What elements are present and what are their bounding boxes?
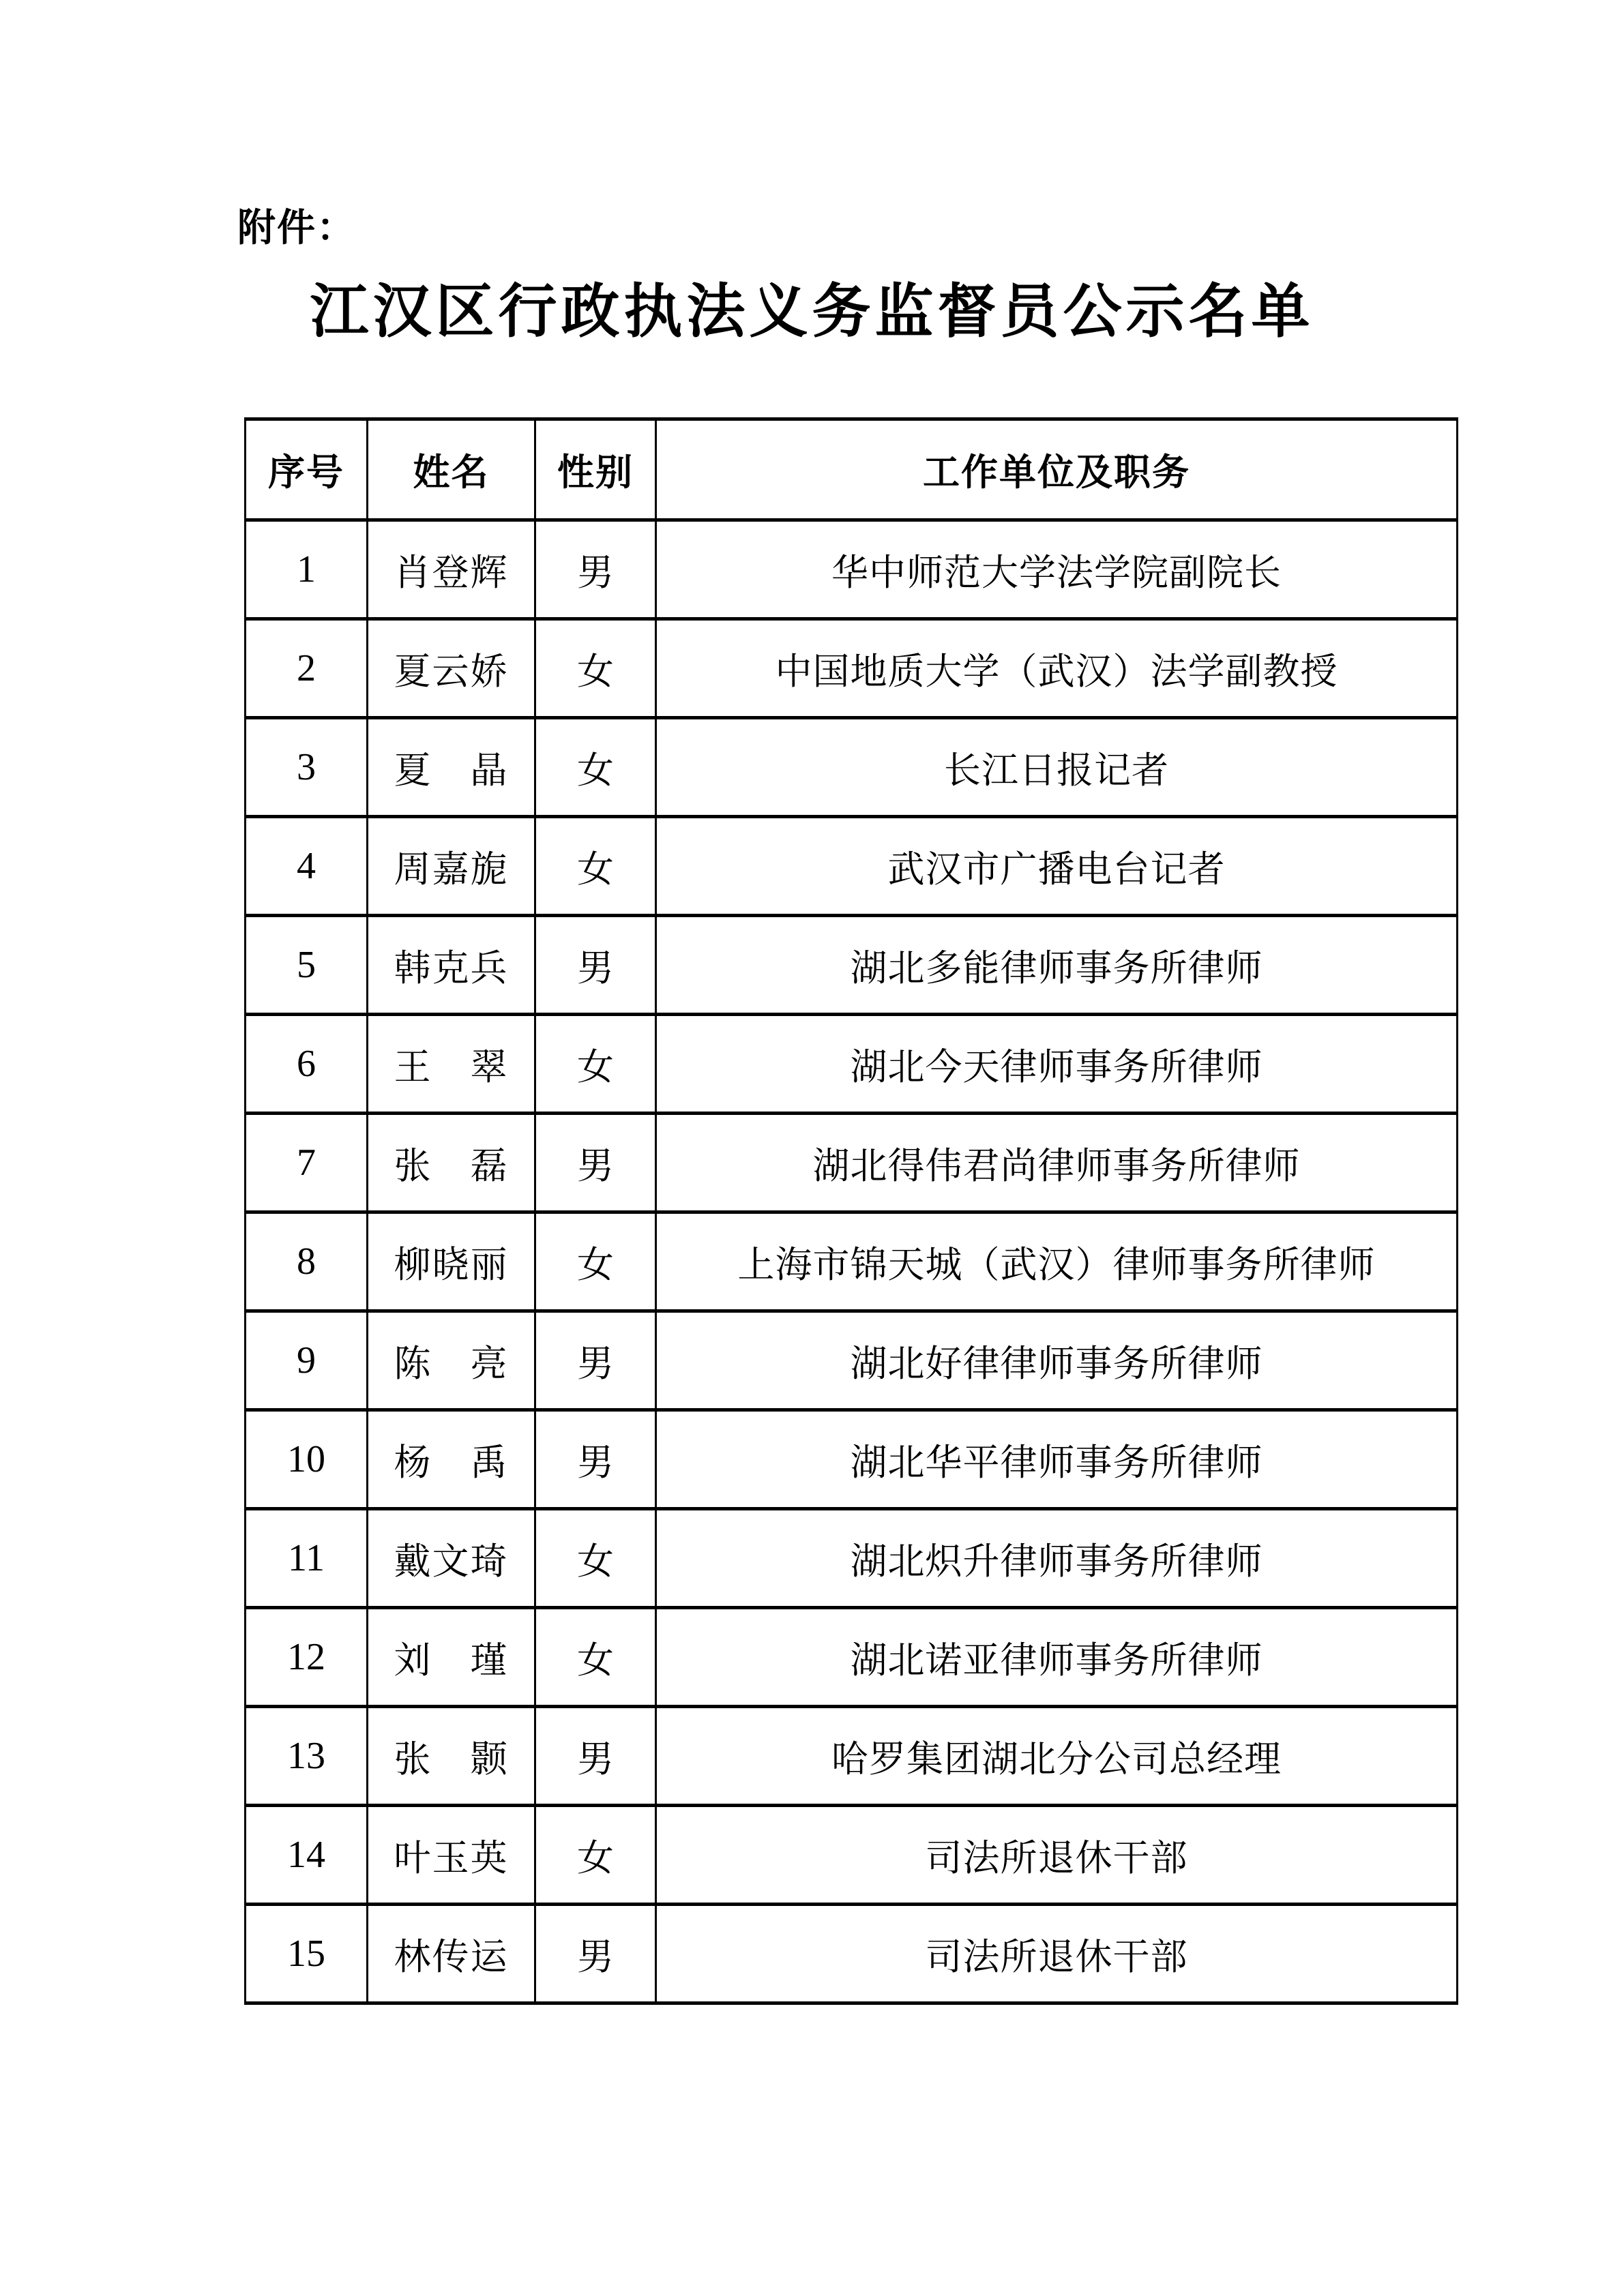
table-row: [246, 1212, 1458, 1311]
cell-no: 14: [246, 1806, 368, 1905]
table-row: [246, 1806, 1458, 1905]
supervisor-roster-table: [244, 417, 1458, 2005]
table-row: [246, 1707, 1458, 1806]
table-row: [246, 718, 1458, 817]
cell-gender: 女: [535, 1608, 656, 1707]
cell-position: 湖北今天律师事务所律师: [656, 1015, 1458, 1114]
table-row: [246, 1509, 1458, 1608]
roster-table: [244, 417, 1456, 2005]
cell-name: 刘 瑾: [368, 1608, 535, 1707]
cell-no: 9: [246, 1311, 368, 1410]
cell-position: 上海市锦天城（武汉）律师事务所律师: [656, 1212, 1458, 1311]
cell-position: 湖北多能律师事务所律师: [656, 916, 1458, 1015]
cell-position: 华中师范大学法学院副院长: [656, 520, 1458, 619]
cell-name: 夏云娇: [368, 619, 535, 718]
table-row: [246, 520, 1458, 619]
cell-name: 戴文琦: [368, 1509, 535, 1608]
cell-no: 10: [246, 1410, 368, 1509]
header-no: 序号: [246, 419, 368, 520]
cell-gender: 女: [535, 619, 656, 718]
cell-gender: 女: [535, 817, 656, 916]
cell-gender: 男: [535, 1311, 656, 1410]
cell-gender: 男: [535, 1410, 656, 1509]
table-header-row: [246, 419, 1458, 520]
header-name: 姓名: [368, 419, 535, 520]
table-row: [246, 1410, 1458, 1509]
cell-name: 叶玉英: [368, 1806, 535, 1905]
cell-gender: 男: [535, 916, 656, 1015]
table-row: [246, 817, 1458, 916]
cell-gender: 女: [535, 1806, 656, 1905]
page-title: 江汉区行政执法义务监督员公示名单: [310, 279, 1314, 344]
cell-position: 司法所退休干部: [656, 1905, 1458, 2003]
cell-gender: 男: [535, 1707, 656, 1806]
cell-name: 陈 亮: [368, 1311, 535, 1410]
cell-gender: 男: [535, 1905, 656, 2003]
cell-no: 6: [246, 1015, 368, 1114]
cell-position: 司法所退休干部: [656, 1806, 1458, 1905]
table-row: [246, 916, 1458, 1015]
cell-position: 湖北好律律师事务所律师: [656, 1311, 1458, 1410]
cell-name: 周嘉旎: [368, 817, 535, 916]
table-row: [246, 1114, 1458, 1212]
cell-position: 湖北诺亚律师事务所律师: [656, 1608, 1458, 1707]
cell-name: 柳晓丽: [368, 1212, 535, 1311]
table-row: [246, 1015, 1458, 1114]
cell-no: 11: [246, 1509, 368, 1608]
cell-no: 1: [246, 520, 368, 619]
cell-name: 夏 晶: [368, 718, 535, 817]
cell-no: 12: [246, 1608, 368, 1707]
cell-position: 长江日报记者: [656, 718, 1458, 817]
cell-no: 4: [246, 817, 368, 916]
cell-position: 湖北华平律师事务所律师: [656, 1410, 1458, 1509]
header-position: 工作单位及职务: [656, 419, 1458, 520]
cell-no: 8: [246, 1212, 368, 1311]
cell-position: 武汉市广播电台记者: [656, 817, 1458, 916]
attachment-label: 附件：: [237, 206, 356, 249]
cell-position: 哈罗集团湖北分公司总经理: [656, 1707, 1458, 1806]
cell-name: 肖登辉: [368, 520, 535, 619]
cell-gender: 女: [535, 718, 656, 817]
table-row: [246, 1608, 1458, 1707]
cell-no: 15: [246, 1905, 368, 2003]
cell-position: 湖北得伟君尚律师事务所律师: [656, 1114, 1458, 1212]
cell-name: 杨 禹: [368, 1410, 535, 1509]
table-row: [246, 1311, 1458, 1410]
cell-gender: 男: [535, 1114, 656, 1212]
cell-name: 林传运: [368, 1905, 535, 2003]
header-gender: 性别: [535, 419, 656, 520]
cell-name: 张 颢: [368, 1707, 535, 1806]
cell-no: 7: [246, 1114, 368, 1212]
cell-gender: 女: [535, 1509, 656, 1608]
table-row: [246, 619, 1458, 718]
cell-position: 中国地质大学（武汉）法学副教授: [656, 619, 1458, 718]
cell-no: 2: [246, 619, 368, 718]
cell-no: 13: [246, 1707, 368, 1806]
cell-name: 王 翠: [368, 1015, 535, 1114]
cell-gender: 男: [535, 520, 656, 619]
cell-name: 韩克兵: [368, 916, 535, 1015]
table-row: [246, 1905, 1458, 2003]
cell-no: 5: [246, 916, 368, 1015]
cell-gender: 女: [535, 1015, 656, 1114]
cell-gender: 女: [535, 1212, 656, 1311]
cell-no: 3: [246, 718, 368, 817]
cell-position: 湖北炽升律师事务所律师: [656, 1509, 1458, 1608]
cell-name: 张 磊: [368, 1114, 535, 1212]
